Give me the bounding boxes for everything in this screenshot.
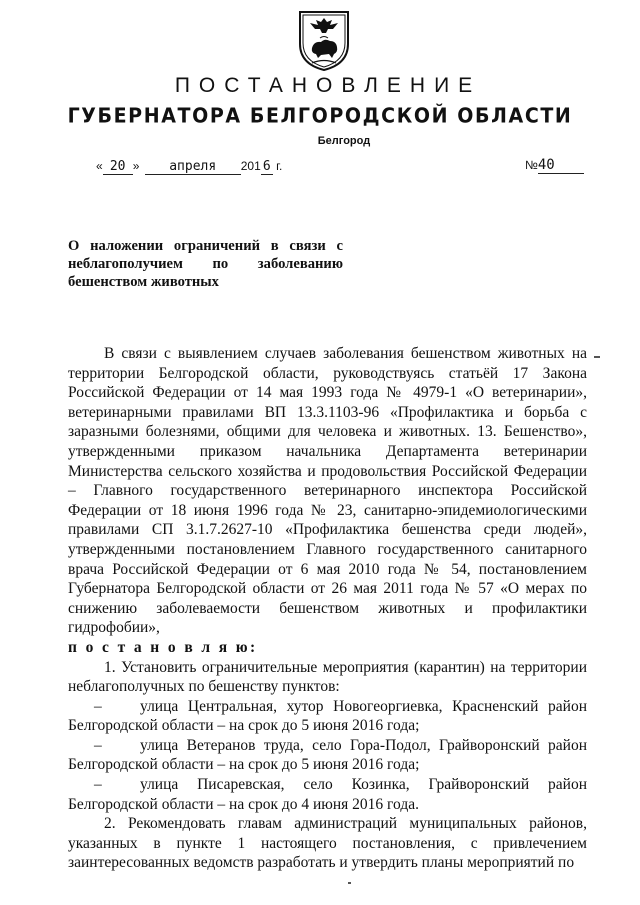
list-dash: – [94,697,102,715]
date-month: апреля [145,160,241,175]
date-close-quote: » [132,159,140,173]
number-prefix: № [525,158,538,172]
coat-of-arms-icon [294,8,354,72]
scan-speck [348,882,351,884]
date-year-suffix: 6 [261,160,273,175]
list-item-text: улица Ветеранов труда, село Гора-Подол, Грайворонский район Белгородской области – на срок до 5 июня 2016 года; [68,736,587,774]
date-line [96,159,282,175]
document-type-heading: ПОСТАНОВЛЕНИЕ [174,74,482,97]
document-number [525,158,584,174]
item-2-paragraph: 2. Рекомендовать главам администраций муниципальных районов, указанных в пункте 1 настоящего постановления, с привлечением заинтересованных ведомств разработать и утвердить планы мероприятий по [68,815,587,872]
resolve-paragraph [68,638,587,658]
list-dash: – [94,736,102,754]
preamble-paragraph: В связи с выявлением случаев заболевания бешенством животных на территории Белгородской области, руководствуясь статьёй 17 Закона Российской Федерации от 14 мая 1993 года № 4979-1 «О ветеринарии», ветеринарными правилами ВП 13.3.1103-96 «Профилактика и борьба с заразными болезнями, общими для человека и животных. 13. Бешенство», утвержденными приказом начальника Департамента ветеринарии Министерства сельского хозяйства и продовольствия Российской Федерации – Главного государственного ветеринарного инспектора Российской Федерации от 18 июня 1996 года № 23, санитарно-эпидемиологическими правилами СП 3.1.7.2627-10 «Профилактика бешенства среди людей», утвержденными постановлением Главного государственного санитарного врача Российской Федерации от 6 мая 2010 года № 54, постановлением Губернатора Белгородской области от 26 мая 2011 года № 57 «О мерах по снижению заболеваемости бешенством животных и профилактики гидрофобии», [68,345,587,637]
document-body [68,344,587,873]
document-title: О наложении ограничений в связи с неблагополучием по заболеванию бешенством животных [68,238,343,290]
list-item [68,775,587,814]
resolve-word: п о с т а н о в л я ю: [68,638,258,656]
issuer-heading: ГУБЕРНАТОРА БЕЛГОРОДСКОЙ ОБЛАСТИ [67,104,573,128]
list-item [68,697,587,736]
city-label: Белгород [317,135,371,147]
date-open-quote: « [96,159,103,173]
list-item-text: улица Центральная, хутор Новогеоргиевка, Красненский район Белгородской области – на срок до 5 июня 2016 года; [68,697,587,735]
item-1-paragraph: 1. Установить ограничительные мероприятия (карантин) на территории неблагополучных по бешенству пунктов: [68,658,587,696]
date-year-abbr: г. [276,159,283,173]
list-dash: – [94,776,102,794]
scan-speck [594,356,600,358]
date-year-prefix: 201 [240,159,261,173]
list-item [68,736,587,775]
date-day: 20 [103,160,133,175]
list-item-text: улица Писаревская, село Козинка, Грайворонский район Белгородской области – на срок до 4 июня 2016 года. [68,776,587,813]
number-value: 40 [538,158,584,174]
